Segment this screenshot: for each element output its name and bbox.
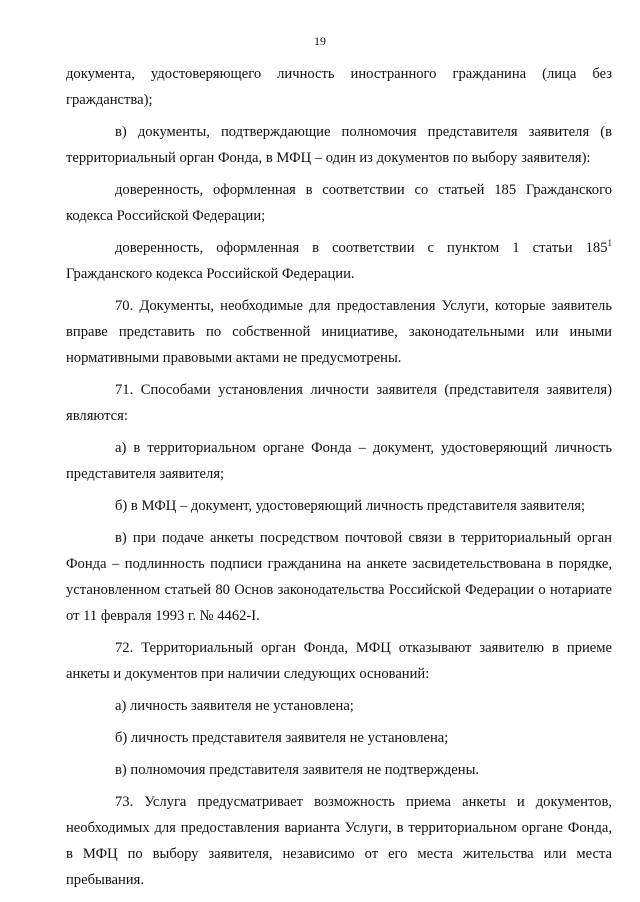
paragraph-73: 73. Услуга предусматривает возможность приема анкеты и документов, необходимых для предоставления варианта Услуги, в территориальном органе Фонда, в МФЦ по выбору заявителя, независимо от его места жительства или места пребывания. bbox=[66, 794, 612, 888]
paragraph-71-v: в) при подаче анкеты посредством почтовой связи в территориальный орган Фонда – подлинность подписи гражданина на анкете засвидетельствована в порядке, установленном статьей 80 Основ законодательства Российской Федерации о нотариате от 11 февраля 1993 г. № 4462-I. bbox=[66, 530, 612, 624]
paragraph-2: в) документы, подтверждающие полномочия представителя заявителя (в территориальный орган Фонда, в МФЦ – один из документов по выбору заявителя): bbox=[66, 124, 612, 166]
paragraph-71-a: а) в территориальном органе Фонда – документ, удостоверяющий личность представителя заявителя; bbox=[66, 440, 612, 482]
article-superscript: 1 bbox=[607, 238, 612, 249]
paragraph-70: 70. Документы, необходимые для предоставления Услуги, которые заявитель вправе представить по собственной инициативе, законодательными или иными нормативными правовыми актами не предусмотрены. bbox=[66, 298, 612, 366]
paragraph-4-text-after: Гражданского кодекса Российской Федерации. bbox=[66, 266, 355, 282]
page-number: 19 bbox=[314, 34, 326, 48]
paragraph-72-b: б) личность представителя заявителя не установлена; bbox=[115, 730, 449, 746]
paragraph-72: 72. Территориальный орган Фонда, МФЦ отказывают заявителю в приеме анкеты и документов при наличии следующих оснований: bbox=[66, 640, 612, 682]
paragraph-71: 71. Способами установления личности заявителя (представителя заявителя) являются: bbox=[66, 382, 612, 424]
paragraph-3: доверенность, оформленная в соответствии со статьей 185 Гражданского кодекса Российской Федерации; bbox=[66, 182, 612, 224]
paragraph-71-b: б) в МФЦ – документ, удостоверяющий личность представителя заявителя; bbox=[115, 498, 585, 514]
paragraph-72-v: в) полномочия представителя заявителя не подтверждены. bbox=[115, 762, 480, 778]
paragraph-4 bbox=[66, 235, 612, 287]
paragraph-4-text-before: доверенность, оформленная в соответствии с пунктом 1 статьи 185 bbox=[115, 240, 608, 256]
paragraph-72-a: а) личность заявителя не установлена; bbox=[115, 698, 354, 714]
document-body bbox=[66, 61, 612, 899]
paragraph-1: документа, удостоверяющего личность иностранного гражданина (лица без гражданства); bbox=[66, 66, 612, 108]
